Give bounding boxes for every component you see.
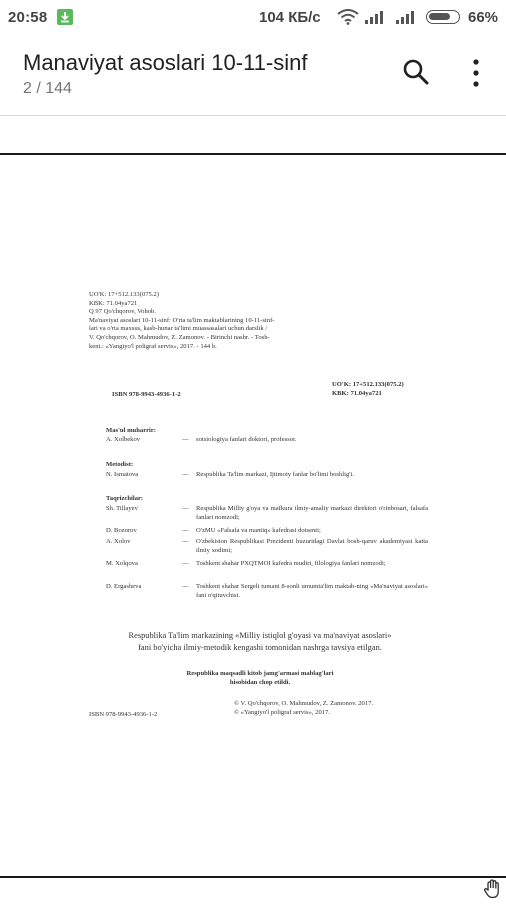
- person-desc: Respublika Ta'lim markazi, Ijtimoiy fanlar bo'limi boshlig'i.: [196, 471, 354, 478]
- isbn-bottom: ISBN 978-9943-4936-1-2: [89, 711, 158, 718]
- catalog-line: Q 97 Qo'chqorov, Vohob.: [89, 308, 157, 316]
- udc-codes: [332, 381, 404, 398]
- person-desc: O'zMU «Falsafa va mantiq» kafedrasi dotsenti;: [196, 527, 321, 534]
- catalog-line: kent.: «Yangiyo'l poligraf servis», 2017. - 144 b.: [89, 342, 217, 350]
- page-bottom-border: [0, 876, 506, 878]
- hand-icon: [482, 878, 504, 900]
- copyright-block: [234, 700, 373, 717]
- dash: —: [182, 527, 189, 534]
- more-vert-icon: [462, 56, 490, 90]
- dash: —: [182, 583, 189, 590]
- status-bar: [0, 0, 506, 34]
- person-name: Sh. Tillayev: [106, 505, 138, 512]
- editor-heading: Mas'ul muharrir:: [106, 427, 156, 434]
- dash: —: [182, 471, 189, 478]
- funding-note: [110, 669, 410, 687]
- person-name: A. Xolov: [106, 538, 131, 545]
- person-name: N. Ismatova: [106, 471, 139, 478]
- network-speed: 104 КБ/с: [259, 9, 321, 26]
- dash: —: [182, 538, 189, 545]
- fund-line: hisobidan chop etildi.: [229, 679, 291, 686]
- app-bar: [0, 34, 506, 114]
- catalog-block: [89, 291, 429, 351]
- status-time: 20:58: [8, 9, 48, 26]
- code-line: UO'K: 17+512.133(075.2): [332, 381, 404, 388]
- app-bar-divider: [0, 115, 506, 116]
- battery-percent: 66%: [468, 9, 499, 26]
- dash: —: [182, 436, 189, 443]
- person-desc: O'zbekiston Respublikasi Prezidenti huzuridagi Davlat bosh-qaruv akademiyasi katta ilmiy xodimi;: [196, 538, 428, 554]
- reviewers-heading: Taqrizchilar:: [106, 495, 144, 502]
- note-line: Respublika Ta'lim markazining «Milliy istiqlol g'oyasi va ma'naviyat asoslari»: [128, 631, 392, 640]
- person-desc: Respublika Milliy g'oya va mafkura ilmiy-amaliy markazi direktori o'rinbosari, falsafa fanlari nomzodi;: [196, 505, 428, 521]
- methodist-heading: Metodist:: [106, 461, 134, 468]
- isbn-line: ISBN 978-9943-4936-1-2: [112, 391, 181, 398]
- catalog-line: KBK: 71.04ya721: [89, 299, 138, 307]
- battery-icon: [426, 10, 460, 24]
- search-button[interactable]: [400, 56, 432, 88]
- dash: —: [182, 560, 189, 567]
- catalog-line: lari va o'rta maxsus, kasb-hunar ta'limi muassasalari uchun darslik /: [89, 325, 268, 333]
- person-name: A. Xolbekov: [106, 436, 141, 443]
- person-name: D. Ergasheva: [106, 583, 142, 590]
- signal-icon: [365, 10, 389, 28]
- dash: —: [182, 505, 189, 512]
- code-line: KBK: 71.04ya721: [332, 389, 382, 397]
- document-page[interactable]: [0, 155, 506, 876]
- person-desc: sotsiologiya fanlari doktori, professor.: [196, 436, 297, 443]
- fund-line: Respublika maqsadli kitob jamg'armasi mablag'lari: [186, 670, 334, 677]
- copyright-line: © V. Qo'chqorov, O. Mahmudov, Z. Zamonov. 2017.: [234, 700, 374, 707]
- catalog-line: Ma'naviyat asoslari 10-11-sinf: O'rta ta'lim maktablarining 10-11-sinf-: [89, 316, 275, 324]
- wifi-icon: [337, 9, 359, 29]
- person-desc: Toshkent shahar PXQTMOI kafedra mudiri, filologiya fanlari nomzodi;: [196, 560, 386, 567]
- note-line: fani bo'yicha ilmiy-metodik kengashi tomonidan nashrga tavsiya etilgan.: [138, 643, 382, 652]
- page-indicator: 2 / 144: [23, 80, 72, 97]
- recommendation-note: [90, 630, 430, 654]
- pan-tool-button[interactable]: [482, 878, 504, 900]
- download-icon: [57, 9, 73, 25]
- catalog-line: UO'K: 17+512.133(075.2): [89, 291, 159, 298]
- signal-icon: [396, 10, 420, 28]
- person-desc: Toshkent shahar Sergeli tumani 8-sonli umumta'lim maktab-ning «Ma'naviyat asoslari» fani o'qituvchisi.: [196, 583, 428, 599]
- person-name: D. Bozorov: [106, 527, 137, 534]
- more-options-button[interactable]: [462, 56, 490, 90]
- document-title: Manaviyat asoslari 10-11-sinf: [23, 50, 308, 75]
- copyright-line: © «Yangiyo'l poligraf servis», 2017.: [234, 708, 331, 716]
- person-name: M. Xolqova: [106, 560, 138, 567]
- search-icon: [400, 56, 432, 88]
- catalog-line: V. Qo'chqorov, O. Mahmudov, Z. Zamonov. - Birinchi nashr. - Tosh-: [89, 333, 270, 341]
